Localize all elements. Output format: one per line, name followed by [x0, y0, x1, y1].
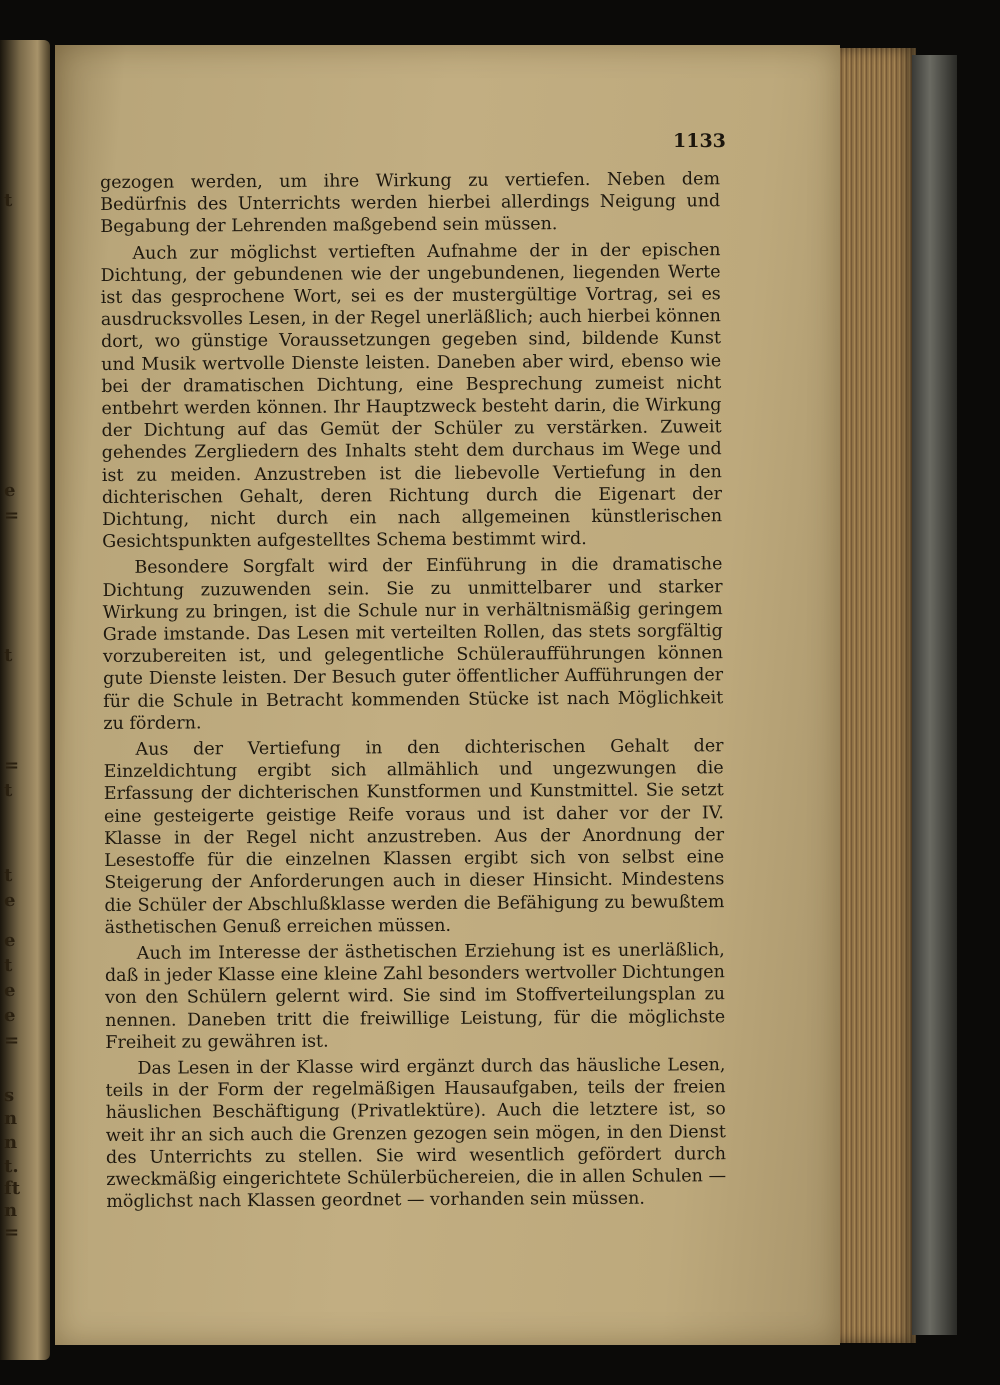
margin-fragment: n: [4, 1132, 18, 1153]
left-page-edge: [0, 40, 50, 1360]
margin-fragment: e: [4, 1005, 16, 1026]
margin-fragment: =: [4, 755, 20, 776]
book-cover-edge: [912, 55, 957, 1335]
paragraph: gezogen werden, um ihre Wirkung zu vertiefen. Neben dem Bedürfnis des Unterrichts werden hierbei allerdings Neigung und Begabung der Lehrenden maßgebend sein müssen.: [100, 169, 721, 238]
margin-fragment: t.: [4, 1156, 19, 1177]
margin-fragment: e: [4, 930, 16, 951]
paragraph: Aus der Vertiefung in den dichterischen Gehalt der Einzeldichtung ergibt sich allmählich und ungezwungen die Erfassung der dichterischen Kunstformen und Kunstmittel. Sie setzt eine gesteigerte geistige Reife voraus und ist daher vor der IV. Klasse in der Regel nicht anzustreben. Aus der Anordnung der Lesestoffe für die einzelnen Klassen ergibt sich von selbst eine Steigerung der Anforderungen auch in dieser Hinsicht. Mindestens die Schüler der Abschlußklasse werden die Befähigung zu bewußtem ästhetischen Genuß erreichen müssen.: [103, 736, 725, 938]
margin-fragment: e: [4, 890, 16, 911]
margin-fragment: t: [4, 955, 13, 976]
margin-fragment: t: [4, 865, 13, 886]
margin-fragment: ft: [4, 1178, 21, 1199]
margin-fragment: n: [4, 1108, 18, 1129]
margin-fragment: s: [4, 1085, 15, 1106]
page-stack-edges: [838, 48, 916, 1343]
margin-fragment: =: [4, 1222, 20, 1243]
margin-fragment: t: [4, 190, 13, 211]
margin-fragment: e: [4, 480, 16, 501]
paragraph: Das Lesen in der Klasse wird ergänzt durch das häusliche Lesen, teils in der Form der regelmäßigen Hausaufgaben, teils der freien häuslichen Beschäftigung (Privatlektüre). Auch die letztere ist, so weit ihr an sich auch die Grenzen gezogen sein mögen, in den Dienst des Unterrichts zu stellen. Sie wird wesentlich gefördert durch zweckmäßig eingerichtete Schülerbüchereien, die in allen Schulen — möglichst nach Klassen geordnet — vorhanden sein müssen.: [105, 1055, 727, 1213]
margin-fragment: t: [4, 780, 13, 801]
margin-fragment: t: [4, 645, 13, 666]
margin-fragment: e: [4, 980, 16, 1001]
page-body-text: [100, 168, 726, 1217]
paragraph: Auch im Interesse der ästhetischen Erziehung ist es unerläßlich, daß in jeder Klasse eine kleine Zahl besonders wertvoller Dichtungen von den Schülern gelernt wird. Sie sind im Stoffverteilungsplan zu nennen. Daneben tritt die freiwillige Leistung, für die möglichste Freiheit zu gewähren ist.: [104, 940, 726, 1053]
page-number: 1133: [673, 130, 726, 152]
paragraph: Auch zur möglichst vertieften Aufnahme der in der epischen Dichtung, der gebundenen wie der ungebundenen, liegenden Werte ist das gesprochene Wort, sei es der mustergültige Vortrag, sei es ausdrucksvolles Lesen, in der Regel unerläßlich; auch hierbei können dort, wo günstige Voraussetzungen gegeben sind, bildende Kunst und Musik wertvolle Dienste leisten. Daneben aber wird, ebenso wie bei der dramatischen Dichtung, eine Besprechung zumeist nicht entbehrt werden können. Ihr Hauptzweck besteht darin, die Wirkung der Dichtung auf das Gemüt der Schüler zu verstärken. Zuweit gehendes Zergliedern des Inhalts steht dem durchaus im Wege und ist zu meiden. Anzustreben ist die liebevolle Vertiefung in den dichterischen Gehalt, deren Richtung durch die Eigenart der Dichtung, nicht durch ein nach allgemeinen künstlerischen Gesichtspunkten aufgestelltes Schema bestimmt wird.: [100, 239, 723, 553]
margin-fragment: n: [4, 1200, 18, 1221]
margin-fragment: =: [4, 505, 20, 526]
margin-fragment: =: [4, 1030, 20, 1051]
paragraph: Besondere Sorgfalt wird der Einführung in die dramatische Dichtung zuzuwenden sein. Sie zu unmittelbarer und starker Wirkung zu bringen, ist die Schule nur in verhältnismäßig geringem Grade imstande. Das Lesen mit verteilten Rollen, das stets sorgfältig vorzubereiten ist, und gelegentliche Schüleraufführungen können gute Dienste leisten. Der Besuch guter öffentlicher Aufführungen der für die Schule in Betracht kommenden Stücke ist nach Möglichkeit zu fördern.: [102, 554, 724, 734]
